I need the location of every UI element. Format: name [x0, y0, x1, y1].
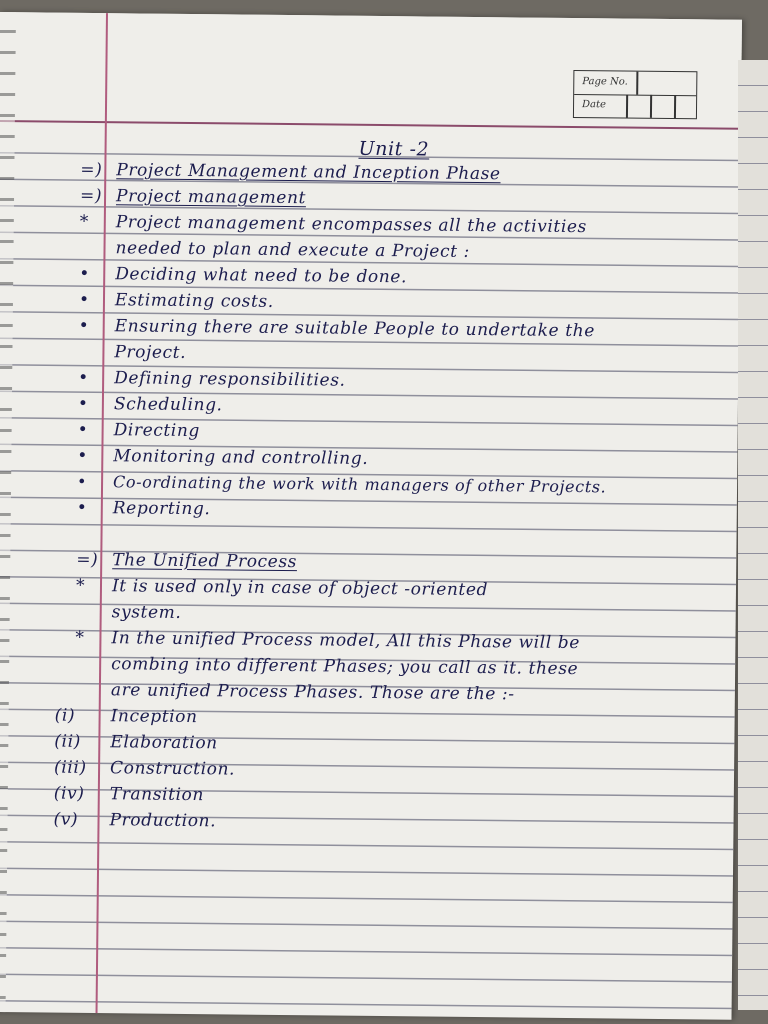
line-marker: =) [79, 185, 103, 207]
line-text: It is used only in case of object -oriented [111, 576, 489, 601]
line-text: Ensuring there are suitable People to undertake the [114, 316, 596, 342]
note-line [80, 212, 587, 237]
note-line [75, 680, 515, 705]
line-text: Project Management and Inception Phase [116, 160, 501, 185]
line-text: Co-ordinating the work with managers of other Projects. [112, 472, 607, 497]
line-text: Project management encompasses all the activities [115, 212, 588, 238]
note-line [53, 810, 216, 832]
line-marker: (iv) [53, 783, 85, 804]
line-text: Unit -2 [358, 137, 430, 161]
line-text: In the unified Process model, All this Phase will be [111, 628, 581, 654]
line-text: Defining responsibilities. [114, 368, 346, 391]
line-text: combing into different Phases; you call as it. these [111, 654, 579, 680]
notebook-page [0, 12, 742, 1020]
line-marker: =) [80, 159, 103, 181]
note-line [76, 576, 488, 600]
unit-title [358, 138, 429, 161]
note-line [54, 758, 235, 780]
line-text: Monitoring and controlling. [113, 446, 369, 469]
note-line [79, 290, 274, 312]
line-marker: • [78, 367, 89, 388]
line-text: Estimating costs. [114, 290, 274, 312]
line-text: The Unified Process [112, 550, 298, 573]
note-line [79, 264, 407, 287]
line-marker: • [79, 263, 91, 284]
note-line [55, 706, 198, 727]
line-marker: • [77, 419, 89, 440]
line-text: Directing [113, 420, 201, 442]
line-marker: (i) [54, 705, 76, 726]
line-text: Reporting. [112, 498, 211, 520]
note-line [75, 628, 580, 653]
line-marker: * [79, 211, 90, 232]
line-marker: (iii) [53, 757, 87, 778]
line-marker: • [78, 289, 90, 310]
line-text: system. [111, 602, 182, 623]
note-line [76, 602, 182, 623]
line-marker: • [77, 445, 89, 466]
page-no-label: Page No. [582, 76, 628, 88]
page-no-date-box [573, 70, 697, 119]
line-text: Project. [114, 342, 187, 363]
note-line [79, 316, 595, 341]
line-marker: • [78, 315, 90, 336]
note-line [76, 524, 112, 544]
note-line [77, 498, 211, 519]
line-text: Transition [109, 784, 205, 806]
note-line [76, 550, 297, 572]
line-text: Elaboration [110, 732, 218, 754]
line-marker: * [75, 575, 86, 596]
line-text: needed to plan and execute a Project : [115, 238, 470, 262]
note-line [75, 654, 578, 679]
line-marker: • [76, 497, 88, 518]
note-line [78, 394, 223, 416]
note-line [77, 472, 606, 497]
line-text: Inception [110, 706, 198, 728]
line-marker: • [76, 471, 88, 491]
date-label: Date [582, 99, 607, 111]
line-text: Project management [115, 186, 307, 209]
line-marker: * [75, 627, 85, 648]
note-line [79, 238, 470, 262]
note-line [78, 420, 200, 441]
line-text: Construction. [109, 758, 236, 780]
note-line [80, 186, 306, 208]
next-page-edge [738, 60, 768, 1010]
note-line [78, 342, 186, 363]
line-text: Production. [109, 810, 217, 832]
line-marker: (v) [53, 809, 79, 830]
note-line [54, 784, 204, 806]
spiral-binding [0, 12, 16, 1012]
note-line [80, 160, 500, 184]
note-line [54, 732, 218, 754]
line-text: Scheduling. [113, 394, 223, 416]
note-line [78, 368, 346, 391]
line-text: Deciding what need to be done. [115, 264, 408, 288]
line-text: are unified Process Phases. Those are the :- [110, 680, 515, 705]
note-line [77, 446, 368, 469]
line-marker: (ii) [54, 731, 82, 752]
line-marker: • [77, 393, 89, 414]
line-marker: =) [76, 549, 99, 571]
